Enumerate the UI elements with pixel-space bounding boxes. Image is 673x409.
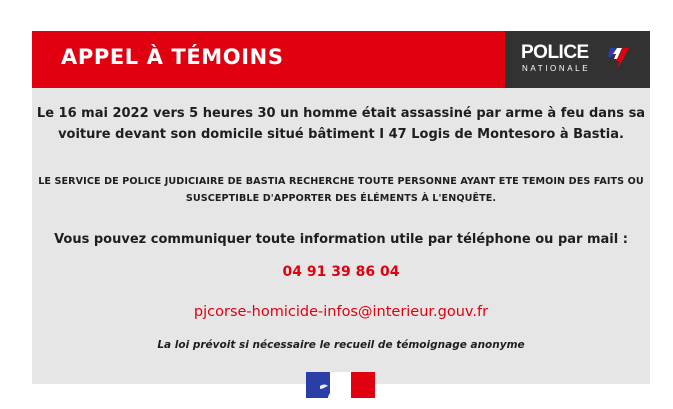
marianne-republique-logo — [306, 372, 375, 398]
header-banner — [32, 31, 650, 88]
tricolor-flash-icon — [604, 45, 630, 71]
page-title: APPEL À TÉMOINS — [61, 45, 284, 69]
logo-text-nationale: NATIONALE — [522, 64, 591, 73]
logo-text-police: POLICE — [521, 42, 589, 63]
phone-number[interactable]: 04 91 39 86 04 — [282, 264, 400, 280]
title-bar — [32, 31, 505, 88]
email-link[interactable]: pjcorse-homicide-infos@interieur.gouv.fr — [193, 304, 489, 320]
contact-prompt: Vous pouvez communiquer toute information utile par téléphone ou par mail : — [54, 232, 628, 247]
witness-appeal: LE SERVICE DE POLICE JUDICIAIRE DE BASTIA RECHERCHE TOUTE PERSONNE AYANT ETE TEMOIN DES FAITS OU SUSCEPTIBLE D'APPORTER DES ÉLÉMENTS À L'ENQUÊTE. — [38, 176, 644, 204]
incident-description: Le 16 mai 2022 vers 5 heures 30 un homme était assassiné par arme à feu dans sa voiture devant son domicile situé bâtiment I 47 Logis de Montesoro à Bastia. — [36, 106, 646, 142]
police-nationale-logo — [505, 31, 650, 88]
anonymity-note: La loi prévoit si nécessaire le recueil de témoignage anonyme — [157, 339, 525, 351]
appeal-card — [32, 31, 650, 384]
